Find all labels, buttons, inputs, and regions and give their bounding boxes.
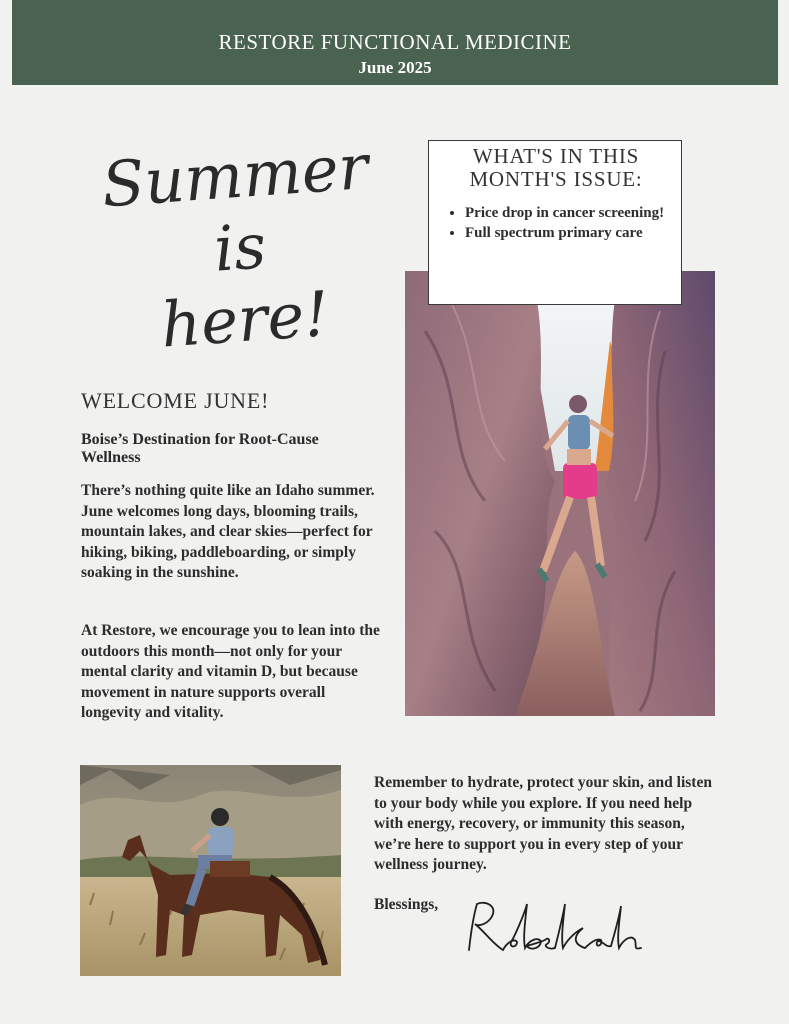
- canyon-hiker-photo: [405, 271, 715, 716]
- horse-rider-photo: [80, 765, 341, 976]
- closing-paragraph: Remember to hydrate, protect your skin, and listen to your body while you explore. If you need help with energy, recovery, or immunity this season, we’re here to support you in every step of your wellness journey.: [374, 774, 712, 873]
- closing-blessing: Blessings,: [374, 896, 439, 913]
- headline-line-1: Summer is: [99, 129, 371, 286]
- welcome-title: WELCOME JUNE!: [81, 388, 270, 413]
- organization-name: RESTORE FUNCTIONAL MEDICINE: [218, 30, 572, 54]
- issue-item: • Price drop in cancer screening!: [465, 203, 665, 223]
- issue-contents-box: [428, 140, 682, 305]
- headline: [88, 130, 392, 366]
- issue-date: June 2025: [358, 58, 432, 77]
- header-banner: [12, 0, 778, 85]
- issue-contents-list: [447, 203, 665, 243]
- issue-item: • Full spectrum primary care: [465, 223, 665, 243]
- welcome-paragraph-2: At Restore, we encourage you to lean into the outdoors this month—not only for your mental clarity and vitamin D, but because movement in nature supports overall longevity and vitality.: [81, 622, 380, 721]
- headline-line-2: here!: [158, 277, 332, 362]
- welcome-paragraph-1: There’s nothing quite like an Idaho summer. June welcomes long days, blooming trails, mountain lakes, and clear skies—perfect for hiking, biking, paddleboarding, or simply soaking in the sunshine.: [81, 482, 375, 581]
- issue-contents-title: WHAT'S IN THIS MONTH'S ISSUE:: [469, 144, 643, 191]
- handwritten-signature: [455, 892, 655, 962]
- welcome-subhead: Boise’s Destination for Root-Cause Wellness: [81, 431, 319, 466]
